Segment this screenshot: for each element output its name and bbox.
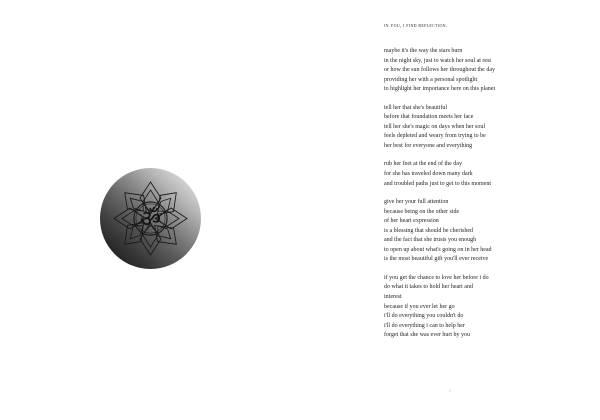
poem-line: interest [384, 294, 402, 301]
poem-line: and the fact that she trusts you enough [384, 237, 477, 244]
mandala-artwork [100, 168, 201, 269]
poem-line: give her your full attention [384, 199, 449, 206]
poem-line: to open up about what's going on in her head [384, 246, 492, 253]
poem-line: tell her she's magic on days when her soul [384, 123, 486, 130]
poem-line: maybe it's the way the stars burn [384, 48, 463, 54]
poem-line: is the most beautiful gift you'll ever receive [384, 256, 489, 263]
poem-stanza [384, 274, 594, 341]
poem-stanza [384, 160, 594, 189]
poem-line: or how the sun follows her throughout the day [384, 67, 495, 74]
poem-line: is a blessing that should be cherished [384, 227, 473, 234]
poem-line: rub her feet at the end of the day [384, 161, 462, 168]
poem-line: do what it takes to hold her heart and [384, 284, 473, 291]
poem-title: in you, i find reflection. [384, 23, 448, 29]
poem-stanza [384, 104, 594, 152]
poem-line: because being on the other side [384, 208, 460, 215]
poem-line: providing her with a personal spotlight [384, 76, 478, 83]
poem-line: if you get the chance to love her before i do [384, 274, 489, 281]
poem-body [384, 47, 594, 350]
poem-stanza [384, 198, 594, 265]
poem-line: to highlight her importance here on this planet [384, 86, 496, 93]
poem-line: because if you ever let her go [384, 303, 455, 310]
poem-line: tell her that she's beautiful [384, 104, 448, 111]
poem-line: and troubled paths just to get to this moment [384, 180, 491, 187]
om-symbol: ॐ [140, 206, 161, 233]
poem-line: forget that she was ever hurt by you [384, 332, 471, 339]
page-number: 1 [448, 388, 452, 393]
poem-line: in the night sky, just to watch her soul at rest [384, 57, 492, 64]
poem-line: her best for everyone and everything [384, 142, 473, 149]
poem-line: i'll do everything i can to help her [384, 322, 465, 329]
om-lotus-mandala-sphere [100, 168, 201, 269]
poem-line: before that foundation meets her face [384, 114, 474, 121]
poem-line: of her heart expression [384, 218, 439, 225]
poem-stanza [384, 47, 594, 95]
poem-line: i'll do everything you couldn't do [384, 313, 464, 320]
right-page [300, 0, 600, 420]
poem-line: feels depleted and weary from trying to be [384, 133, 486, 140]
poem-line: for she has traveled down many dark [384, 171, 473, 178]
